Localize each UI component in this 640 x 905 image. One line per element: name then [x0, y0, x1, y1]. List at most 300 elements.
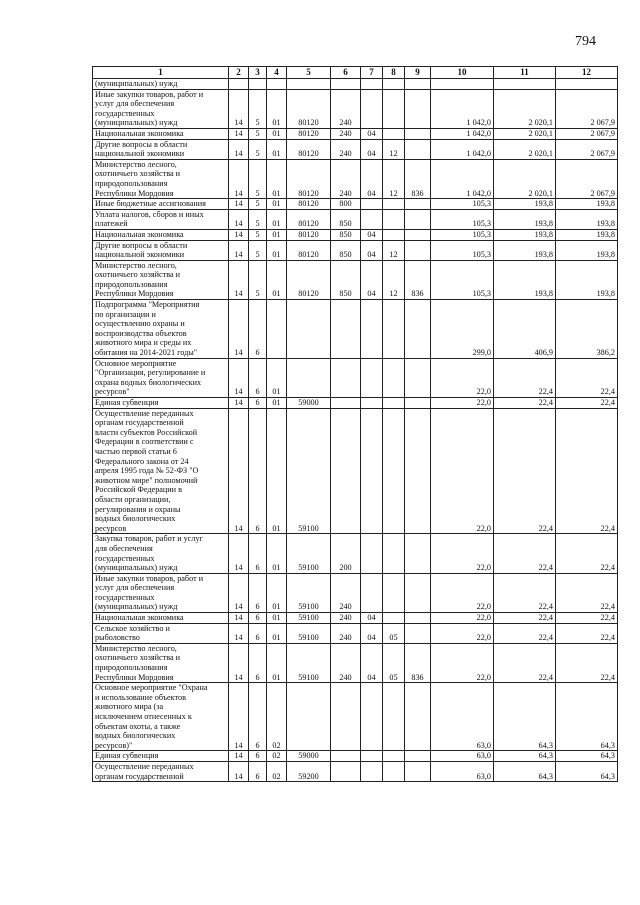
table-cell: 14	[229, 260, 249, 299]
column-header: 7	[361, 67, 383, 79]
table-cell: 836	[405, 159, 431, 198]
row-label: Национальная экономика	[93, 128, 229, 139]
table-cell: 22,4	[494, 398, 556, 409]
table-cell: 5	[249, 260, 267, 299]
table-cell: 64,3	[556, 751, 618, 762]
table-cell	[405, 358, 431, 397]
column-header: 11	[494, 67, 556, 79]
table-cell: 240	[331, 159, 361, 198]
column-header: 6	[331, 67, 361, 79]
table-cell: 64,3	[494, 761, 556, 781]
table-cell: 2 020,1	[494, 89, 556, 128]
table-cell: 6	[249, 683, 267, 751]
table-cell	[405, 398, 431, 409]
row-label: Осуществление переданных органам государственной власти субъектов Российской Федерации в соответствии с частью первой статьи 6 Федерального закона от 24 апреля 1995 года № 52-ФЗ "О животном мире" полномочий Российской Федерации в области организации, регулирования и охраны водных биологических ресурсов	[93, 408, 229, 534]
table-cell: 6	[249, 398, 267, 409]
table-cell	[229, 79, 249, 90]
table-cell: 14	[229, 761, 249, 781]
table-cell: 14	[229, 300, 249, 359]
table-row	[93, 300, 618, 359]
row-label: Основное мероприятие "Охрана и использование объектов животного мира (за исключением отнесенных к объектам охоты, а также водных биологических ресурсов)"	[93, 683, 229, 751]
table-cell: 01	[267, 398, 287, 409]
table-cell: 193,8	[556, 240, 618, 260]
table-cell: 22,4	[494, 573, 556, 612]
table-row	[93, 643, 618, 682]
table-cell: 22,0	[431, 398, 494, 409]
table-row	[93, 613, 618, 624]
table-header-row	[93, 67, 618, 79]
table-cell	[405, 300, 431, 359]
table-cell: 12	[383, 240, 405, 260]
table-cell: 14	[229, 623, 249, 643]
table-cell: 2 020,1	[494, 159, 556, 198]
table-cell: 5	[249, 89, 267, 128]
table-cell: 2 067,9	[556, 139, 618, 159]
table-cell: 22,4	[494, 408, 556, 534]
table-row	[93, 751, 618, 762]
column-header: 8	[383, 67, 405, 79]
table-cell	[405, 128, 431, 139]
table-row	[93, 199, 618, 210]
table-cell	[383, 199, 405, 210]
table-cell: 193,8	[494, 209, 556, 229]
table-cell	[383, 358, 405, 397]
table-cell: 22,4	[556, 573, 618, 612]
table-cell: 2 020,1	[494, 139, 556, 159]
table-cell	[287, 683, 331, 751]
table-cell	[361, 408, 383, 534]
table-cell: 6	[249, 300, 267, 359]
table-cell: 02	[267, 683, 287, 751]
table-cell	[383, 408, 405, 534]
table-row	[93, 408, 618, 534]
table-cell	[405, 613, 431, 624]
row-label: Иные бюджетные ассигнования	[93, 199, 229, 210]
table-cell: 14	[229, 751, 249, 762]
table-row	[93, 159, 618, 198]
row-label: Единая субвенция	[93, 751, 229, 762]
row-label: Национальная экономика	[93, 613, 229, 624]
row-label: Иные закупки товаров, работ и услуг для обеспечения государственных (муниципальных) нужд	[93, 573, 229, 612]
table-cell	[383, 209, 405, 229]
table-row	[93, 573, 618, 612]
table-cell: 193,8	[494, 199, 556, 210]
table-cell: 80120	[287, 229, 331, 240]
table-cell: 105,3	[431, 260, 494, 299]
table-cell	[383, 573, 405, 612]
table-cell	[361, 358, 383, 397]
table-cell	[331, 79, 361, 90]
table-cell: 1 042,0	[431, 139, 494, 159]
table-cell	[431, 79, 494, 90]
table-cell: 04	[361, 229, 383, 240]
table-cell: 6	[249, 573, 267, 612]
budget-table	[92, 66, 618, 782]
table-cell: 14	[229, 573, 249, 612]
table-cell	[361, 398, 383, 409]
table-cell: 05	[383, 643, 405, 682]
table-cell: 240	[331, 128, 361, 139]
table-cell	[331, 408, 361, 534]
table-cell: 193,8	[556, 199, 618, 210]
table-cell	[383, 761, 405, 781]
table-cell: 2 067,9	[556, 89, 618, 128]
row-label: Уплата налогов, сборов и иных платежей	[93, 209, 229, 229]
table-cell: 14	[229, 128, 249, 139]
table-row	[93, 398, 618, 409]
table-cell: 22,4	[494, 643, 556, 682]
table-cell: 22,4	[556, 643, 618, 682]
table-cell	[331, 300, 361, 359]
table-cell: 12	[383, 260, 405, 299]
table-cell: 105,3	[431, 240, 494, 260]
table-cell	[287, 79, 331, 90]
table-cell: 836	[405, 643, 431, 682]
row-label: (муниципальных) нужд	[93, 79, 229, 90]
table-cell: 04	[361, 613, 383, 624]
table-cell	[383, 398, 405, 409]
table-cell	[383, 89, 405, 128]
table-cell: 14	[229, 199, 249, 210]
column-header: 1	[93, 67, 229, 79]
table-cell: 2 067,9	[556, 159, 618, 198]
table-cell: 01	[267, 240, 287, 260]
table-cell: 406,9	[494, 300, 556, 359]
table-cell: 105,3	[431, 199, 494, 210]
table-cell	[405, 240, 431, 260]
table-cell: 5	[249, 199, 267, 210]
table-cell: 80120	[287, 240, 331, 260]
row-label: Министерство лесного, охотничьего хозяйства и природопользования Республики Мордовия	[93, 260, 229, 299]
table-cell: 01	[267, 260, 287, 299]
table-cell: 14	[229, 613, 249, 624]
table-cell: 80120	[287, 128, 331, 139]
table-cell: 14	[229, 408, 249, 534]
table-cell: 5	[249, 209, 267, 229]
table-cell: 22,0	[431, 534, 494, 573]
table-cell: 22,4	[494, 613, 556, 624]
row-label: Другие вопросы в области национальной экономики	[93, 240, 229, 260]
table-row	[93, 260, 618, 299]
table-cell: 200	[331, 534, 361, 573]
table-cell	[267, 300, 287, 359]
table-row	[93, 761, 618, 781]
table-row	[93, 128, 618, 139]
table-cell: 04	[361, 643, 383, 682]
table-cell	[287, 300, 331, 359]
table-cell: 5	[249, 229, 267, 240]
table-cell: 14	[229, 643, 249, 682]
table-cell	[405, 751, 431, 762]
table-cell	[267, 79, 287, 90]
table-cell: 02	[267, 751, 287, 762]
table-cell	[383, 534, 405, 573]
row-label: Сельское хозяйство и рыболовство	[93, 623, 229, 643]
table-cell	[361, 199, 383, 210]
table-cell: 01	[267, 89, 287, 128]
table-cell: 1 042,0	[431, 128, 494, 139]
table-cell	[405, 139, 431, 159]
column-header: 5	[287, 67, 331, 79]
table-cell: 04	[361, 260, 383, 299]
table-cell	[361, 79, 383, 90]
table-cell: 04	[361, 159, 383, 198]
table-cell	[405, 408, 431, 534]
table-cell: 193,8	[494, 260, 556, 299]
table-cell	[405, 79, 431, 90]
table-cell: 01	[267, 229, 287, 240]
table-cell: 02	[267, 761, 287, 781]
table-cell: 6	[249, 751, 267, 762]
table-cell: 80120	[287, 89, 331, 128]
table-cell: 14	[229, 398, 249, 409]
table-cell: 22,0	[431, 643, 494, 682]
table-cell: 6	[249, 623, 267, 643]
table-cell: 193,8	[556, 209, 618, 229]
table-cell: 850	[331, 260, 361, 299]
table-body	[93, 79, 618, 782]
table-cell: 14	[229, 89, 249, 128]
table-cell: 04	[361, 128, 383, 139]
table-cell	[383, 751, 405, 762]
page-number: 794	[575, 34, 596, 49]
table-cell	[383, 79, 405, 90]
table-cell: 64,3	[556, 761, 618, 781]
column-header: 3	[249, 67, 267, 79]
table-cell: 01	[267, 408, 287, 534]
table-cell	[331, 761, 361, 781]
table-cell: 63,0	[431, 761, 494, 781]
table-cell	[249, 79, 267, 90]
table-row	[93, 229, 618, 240]
table-cell: 22,4	[556, 534, 618, 573]
table-cell: 6	[249, 613, 267, 624]
table-cell: 59100	[287, 408, 331, 534]
table-cell	[287, 358, 331, 397]
table-cell: 59100	[287, 573, 331, 612]
table-row	[93, 139, 618, 159]
table-cell: 22,0	[431, 408, 494, 534]
table-cell: 59100	[287, 613, 331, 624]
table-cell	[405, 623, 431, 643]
column-header: 2	[229, 67, 249, 79]
table-cell	[556, 79, 618, 90]
table-cell	[361, 573, 383, 612]
table-cell: 22,4	[494, 534, 556, 573]
row-label: Подпрограмма "Мероприятия по организации и осуществлению охраны и воспроизводства объектов животного мира и среды их обитания на 2014-2021 годы"	[93, 300, 229, 359]
table-cell: 14	[229, 358, 249, 397]
table-cell	[331, 751, 361, 762]
table-cell: 5	[249, 159, 267, 198]
table-cell: 1 042,0	[431, 89, 494, 128]
table-cell: 14	[229, 534, 249, 573]
table-cell: 22,4	[494, 358, 556, 397]
table-cell	[331, 683, 361, 751]
table-cell	[383, 613, 405, 624]
table-cell: 59000	[287, 751, 331, 762]
table-cell: 01	[267, 534, 287, 573]
table-cell: 22,4	[556, 398, 618, 409]
table-cell: 01	[267, 139, 287, 159]
table-cell: 01	[267, 358, 287, 397]
table-row	[93, 683, 618, 751]
table-cell: 240	[331, 139, 361, 159]
table-cell: 01	[267, 128, 287, 139]
table-cell	[383, 300, 405, 359]
table-cell: 22,0	[431, 613, 494, 624]
table-cell: 193,8	[556, 260, 618, 299]
table-cell	[361, 683, 383, 751]
table-cell: 240	[331, 613, 361, 624]
table-cell	[405, 209, 431, 229]
table-cell: 59100	[287, 623, 331, 643]
table-cell: 850	[331, 209, 361, 229]
table-cell: 240	[331, 643, 361, 682]
table-row	[93, 358, 618, 397]
table-cell: 22,4	[556, 623, 618, 643]
table-row	[93, 89, 618, 128]
table-cell	[361, 300, 383, 359]
table-cell: 22,4	[494, 623, 556, 643]
table-cell: 05	[383, 623, 405, 643]
table-cell: 59100	[287, 643, 331, 682]
table-cell	[405, 534, 431, 573]
table-cell: 01	[267, 159, 287, 198]
table-cell: 22,0	[431, 358, 494, 397]
table-cell: 64,3	[494, 683, 556, 751]
table-cell: 80120	[287, 139, 331, 159]
table-cell: 6	[249, 408, 267, 534]
table-cell	[405, 229, 431, 240]
table-cell: 850	[331, 229, 361, 240]
table-cell	[405, 683, 431, 751]
table-cell: 6	[249, 358, 267, 397]
table-cell: 850	[331, 240, 361, 260]
table-cell	[361, 534, 383, 573]
table-cell: 14	[229, 683, 249, 751]
table-cell: 2 067,9	[556, 128, 618, 139]
table-cell: 22,0	[431, 623, 494, 643]
table-cell: 22,4	[556, 613, 618, 624]
table-cell: 6	[249, 643, 267, 682]
table-cell	[405, 199, 431, 210]
row-label: Другие вопросы в области национальной экономики	[93, 139, 229, 159]
table-row	[93, 534, 618, 573]
table-cell: 240	[331, 89, 361, 128]
table-cell: 240	[331, 573, 361, 612]
table-cell	[361, 209, 383, 229]
table-cell: 80120	[287, 209, 331, 229]
table-cell	[331, 398, 361, 409]
row-label: Иные закупки товаров, работ и услуг для обеспечения государственных (муниципальных) нужд	[93, 89, 229, 128]
table-cell: 5	[249, 139, 267, 159]
table-cell: 1 042,0	[431, 159, 494, 198]
table-cell: 6	[249, 761, 267, 781]
table-cell: 193,8	[494, 229, 556, 240]
table-cell: 299,0	[431, 300, 494, 359]
table-cell: 105,3	[431, 229, 494, 240]
table-cell: 01	[267, 573, 287, 612]
table-cell: 59000	[287, 398, 331, 409]
table-cell: 80120	[287, 199, 331, 210]
table-cell: 04	[361, 623, 383, 643]
table-cell: 22,4	[556, 358, 618, 397]
row-label: Единая субвенция	[93, 398, 229, 409]
table-cell: 22,4	[556, 408, 618, 534]
table-cell: 386,2	[556, 300, 618, 359]
table-cell: 01	[267, 613, 287, 624]
table-cell	[361, 751, 383, 762]
table-row	[93, 240, 618, 260]
table-cell: 14	[229, 209, 249, 229]
table-cell: 800	[331, 199, 361, 210]
table-cell: 14	[229, 139, 249, 159]
table-cell: 105,3	[431, 209, 494, 229]
table-cell: 14	[229, 229, 249, 240]
table-cell: 01	[267, 643, 287, 682]
table-cell: 22,0	[431, 573, 494, 612]
table-cell: 80120	[287, 159, 331, 198]
table-cell	[405, 89, 431, 128]
table-cell: 5	[249, 128, 267, 139]
row-label: Министерство лесного, охотничьего хозяйства и природопользования Республики Мордовия	[93, 159, 229, 198]
row-label: Осуществление переданных органам государственной	[93, 761, 229, 781]
table-cell	[383, 683, 405, 751]
table-cell: 12	[383, 139, 405, 159]
table-cell	[494, 79, 556, 90]
table-cell: 836	[405, 260, 431, 299]
table-cell: 64,3	[556, 683, 618, 751]
table-cell: 14	[229, 159, 249, 198]
table-cell: 5	[249, 240, 267, 260]
table-cell: 12	[383, 159, 405, 198]
table-row	[93, 209, 618, 229]
row-label: Закупка товаров, работ и услуг для обеспечения государственных (муниципальных) нужд	[93, 534, 229, 573]
table-cell	[361, 761, 383, 781]
row-label: Основное мероприятие "Организация, регулирование и охрана водных биологических ресурсов"	[93, 358, 229, 397]
table-cell: 14	[229, 240, 249, 260]
table-cell: 193,8	[494, 240, 556, 260]
table-cell: 04	[361, 240, 383, 260]
table-cell	[405, 573, 431, 612]
row-label: Министерство лесного, охотничьего хозяйства и природопользования Республики Мордовия	[93, 643, 229, 682]
table-row	[93, 623, 618, 643]
table-cell: 59200	[287, 761, 331, 781]
row-label: Национальная экономика	[93, 229, 229, 240]
table-cell: 01	[267, 199, 287, 210]
table-cell: 59100	[287, 534, 331, 573]
table-cell: 240	[331, 623, 361, 643]
table-cell: 6	[249, 534, 267, 573]
table-cell: 63,0	[431, 751, 494, 762]
table-cell: 64,3	[494, 751, 556, 762]
column-header: 12	[556, 67, 618, 79]
table-cell	[383, 229, 405, 240]
table-cell	[383, 128, 405, 139]
table-cell: 193,8	[556, 229, 618, 240]
column-header: 9	[405, 67, 431, 79]
table-cell: 63,0	[431, 683, 494, 751]
table-cell: 04	[361, 139, 383, 159]
table-cell	[361, 89, 383, 128]
column-header: 4	[267, 67, 287, 79]
table-cell: 01	[267, 623, 287, 643]
table-cell: 01	[267, 209, 287, 229]
table-cell	[331, 358, 361, 397]
table-cell: 80120	[287, 260, 331, 299]
column-header: 10	[431, 67, 494, 79]
table-row	[93, 79, 618, 90]
